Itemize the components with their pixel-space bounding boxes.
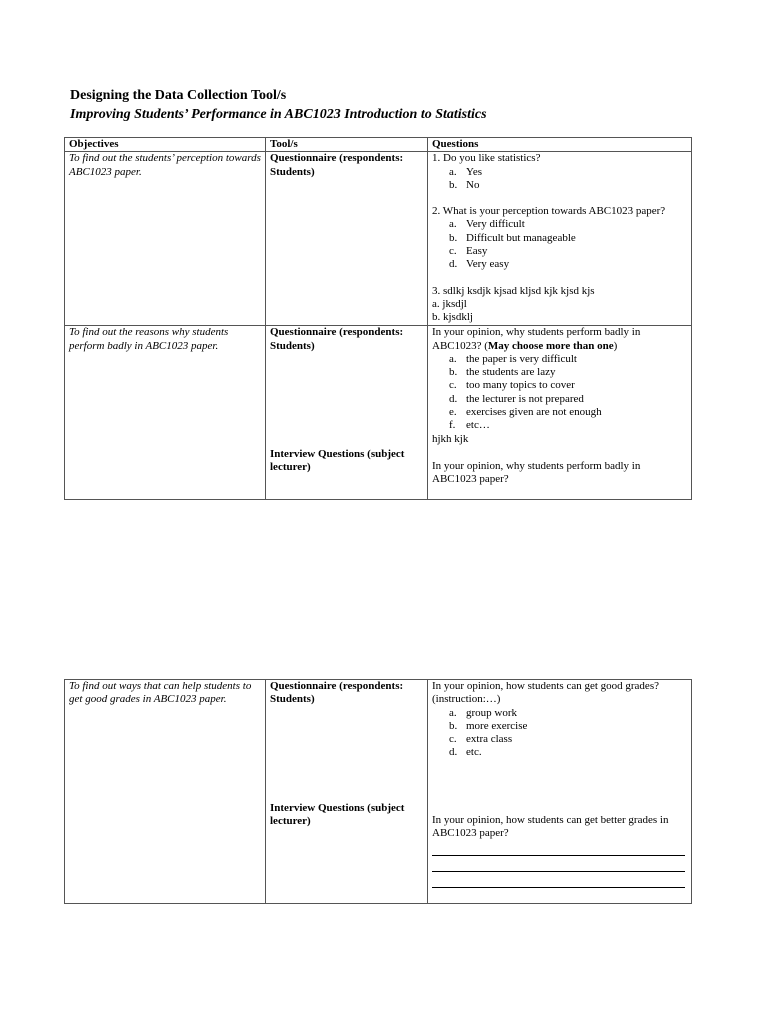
list-item: a. the paper is very difficult [449,352,577,365]
header-tools: Tool/s [266,138,428,152]
table-row [65,680,692,904]
list-item: e. exercises given are not enough [449,406,602,419]
list-item: a. Yes [449,165,483,178]
list-item: f. etc… [449,419,490,432]
objective-cell: To find out the reasons why students perform badly in ABC1023 paper. [65,326,266,500]
document-subtitle: Improving Students’ Performance in ABC1023 Introduction to Statistics [70,107,487,122]
tool-questionnaire: Questionnaire (respondents: Students) [270,680,404,706]
question-1-options [432,166,687,193]
tool-interview: Interview Questions (subject lecturer) [270,447,405,474]
question-2-options [432,218,687,271]
interview-question: In your opinion, how students can get better grades in ABC1023 paper? [432,813,669,840]
list-item: a. group work [449,706,518,719]
instruction-text: (instruction:…) [432,693,501,706]
question-good-grades: In your opinion, how students can get good grades? [432,680,659,692]
table-header-row [65,138,692,152]
list-item: d. etc. [449,746,482,759]
list-item: b. the students are lazy [449,366,556,379]
objective-cell: To find out ways that can help students to get good grades in ABC1023 paper. [65,680,266,904]
document-title: Designing the Data Collection Tool/s [70,88,287,103]
answer-line [432,840,685,856]
questions-cell [428,680,692,904]
question-why-badly: In your opinion, why students perform badly in ABC1023? (May choose more than one) [432,326,641,352]
list-item: a. Very difficult [449,218,525,231]
reasons-options [432,353,687,433]
tool-cell [266,326,428,500]
list-item: c. extra class [449,733,513,746]
tool-cell: Questionnaire (respondents: Students) [266,152,428,326]
answer-line [432,872,685,888]
question-2: 2. What is your perception towards ABC1023 paper? [432,205,666,218]
list-item: c. too many topics to cover [449,379,575,392]
questions-cell [428,152,692,326]
data-collection-table-1 [64,137,692,500]
question-3-option-a: a. jksdjl [432,297,467,310]
question-1: 1. Do you like statistics? [432,152,541,165]
list-item: b. Difficult but manageable [449,231,576,244]
interview-question: In your opinion, why students perform badly in ABC1023 paper? [432,459,641,486]
objective-cell: To find out the students’ perception towards ABC1023 paper. [65,152,266,326]
tool-interview: Interview Questions (subject lecturer) [270,801,405,827]
list-item: b. No [449,178,480,191]
extra-text: hjkh kjk [432,432,469,445]
data-collection-table-2 [64,679,692,904]
list-item: b. more exercise [449,719,528,732]
list-item: c. Easy [449,245,488,258]
tool-cell [266,680,428,904]
question-3: 3. sdlkj ksdjk kjsad kljsd kjk kjsd kjs [432,284,595,297]
table-row [65,326,692,500]
question-3-option-b: b. kjsdklj [432,311,473,324]
header-questions: Questions [428,138,692,152]
ways-options [432,707,687,760]
answer-line [432,856,685,872]
table-row [65,152,692,326]
list-item: d. Very easy [449,258,510,271]
header-objectives: Objectives [65,138,266,152]
questions-cell [428,326,692,500]
tool-questionnaire: Questionnaire (respondents: Students) [270,326,404,352]
list-item: d. the lecturer is not prepared [449,392,584,405]
